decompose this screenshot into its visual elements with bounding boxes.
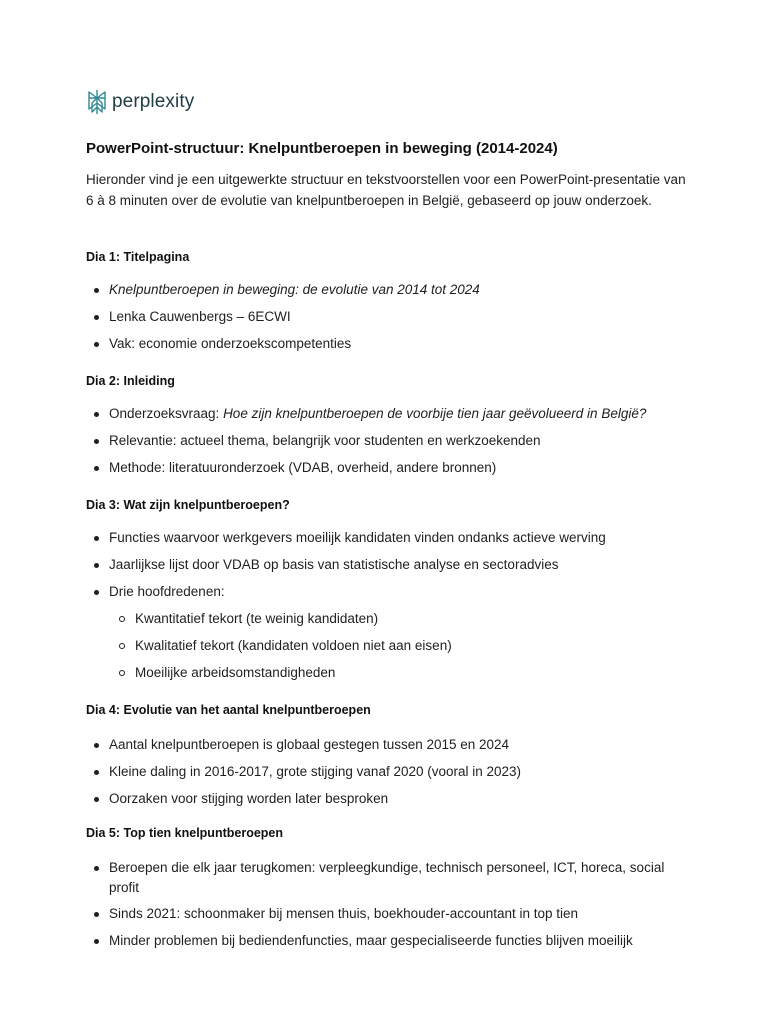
slide-1-heading: Dia 1: Titelpagina	[86, 250, 190, 264]
slide-5-heading: Dia 5: Top tien knelpuntberoepen	[86, 826, 284, 840]
perplexity-logo-icon	[86, 89, 108, 115]
list-item-text: Knelpuntberoepen in beweging: de evolutie van 2014 tot 2024	[109, 282, 480, 297]
list-item-text: Hoe zijn knelpuntberoepen de voorbije tien jaar geëvolueerd in België?	[223, 406, 647, 421]
list-item: Kleine daling in 2016-2017, grote stijging vanaf 2020 (vooral in 2023)	[86, 762, 686, 782]
list-item: Methode: literatuuronderzoek (VDAB, overheid, andere bronnen)	[86, 458, 686, 478]
list-item	[86, 404, 686, 424]
list-item: Jaarlijkse lijst door VDAB op basis van statistische analyse en sectoradvies	[86, 555, 686, 575]
list-item: Oorzaken voor stijging worden later besproken	[86, 789, 686, 809]
list-item: Relevantie: actueel thema, belangrijk voor studenten en werkzoekenden	[86, 431, 686, 451]
logo-wordmark: perplexity	[112, 91, 195, 112]
sub-list-item: Moeilijke arbeidsomstandigheden	[86, 663, 686, 683]
slide-2-heading: Dia 2: Inleiding	[86, 374, 175, 388]
slide-3-heading: Dia 3: Wat zijn knelpuntberoepen?	[86, 498, 290, 512]
sub-list-item: Kwantitatief tekort (te weinig kandidaten)	[86, 609, 686, 629]
list-item: Lenka Cauwenbergs – 6ECWI	[86, 307, 686, 327]
list-item: Beroepen die elk jaar terugkomen: verpleegkundige, technisch personeel, ICT, horeca, social profit	[86, 858, 669, 898]
list-item: Aantal knelpuntberoepen is globaal gestegen tussen 2015 en 2024	[86, 735, 686, 755]
slide-4-heading: Dia 4: Evolutie van het aantal knelpuntberoepen	[86, 703, 371, 717]
list-item: Functies waarvoor werkgevers moeilijk kandidaten vinden ondanks actieve werving	[86, 528, 686, 548]
slide-1-list	[86, 280, 686, 354]
list-item-prefix: Onderzoeksvraag:	[109, 406, 224, 421]
slide-2-list	[86, 404, 686, 478]
slide-4-list	[86, 735, 686, 809]
list-item: Minder problemen bij bediendenfuncties, maar gespecialiseerde functies blijven moeilijk	[86, 931, 686, 951]
list-item: Sinds 2021: schoonmaker bij mensen thuis, boekhouder-accountant in top tien	[86, 904, 686, 924]
list-item	[86, 280, 686, 300]
slide-3-list	[86, 528, 686, 683]
perplexity-logo	[86, 88, 194, 116]
intro-paragraph: Hieronder vind je een uitgewerkte structuur en tekstvoorstellen voor een PowerPoint-presentatie van 6 à 8 minuten over de evolutie van knelpuntberoepen in België, gebaseerd op jouw onderzoek.	[86, 172, 686, 208]
document-title: PowerPoint-structuur: Knelpuntberoepen in beweging (2014-2024)	[86, 140, 558, 157]
slide-5-list	[86, 858, 686, 951]
list-item: Drie hoofdredenen:	[86, 582, 686, 602]
sub-list-item: Kwalitatief tekort (kandidaten voldoen niet aan eisen)	[86, 636, 686, 656]
list-item: Vak: economie onderzoekscompetenties	[86, 334, 686, 354]
